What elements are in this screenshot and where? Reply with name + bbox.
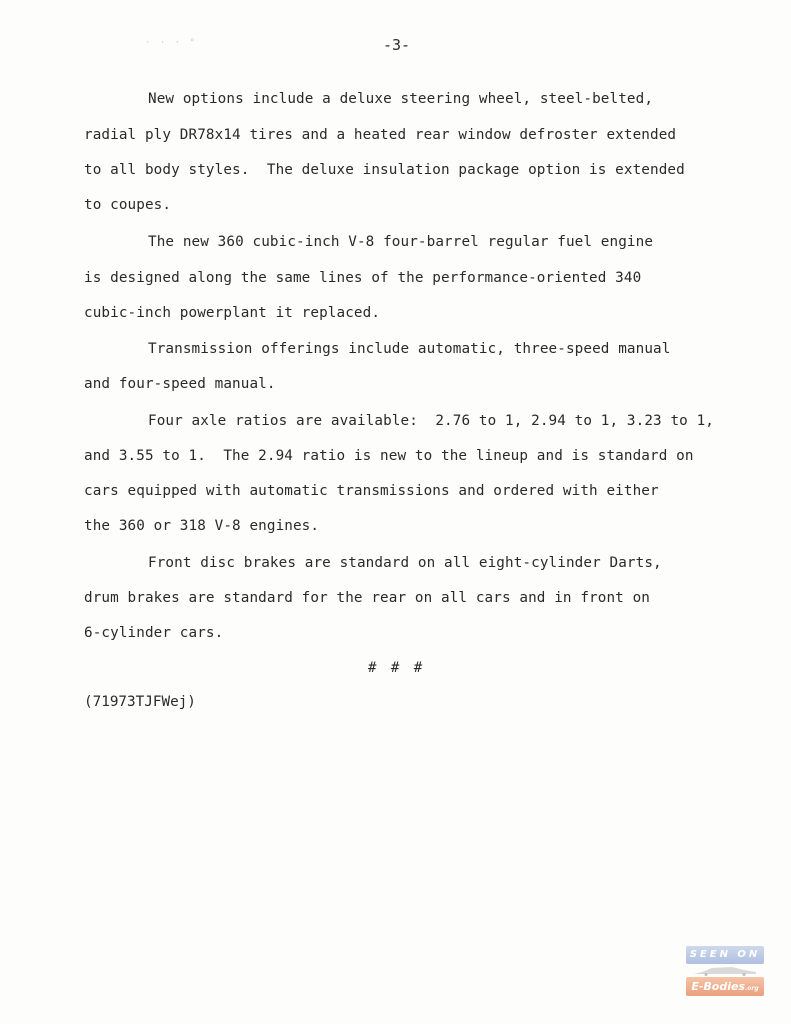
paragraph-1-line-2: radial ply DR78x14 tires and a heated rear window defroster extended [84, 127, 677, 143]
paragraph-2-line-2: is designed along the same lines of the performance-oriented 340 [84, 270, 642, 286]
car-silhouette-icon [692, 966, 758, 976]
watermark-top-text: SEEN ON [686, 946, 764, 964]
reference-code: (71973TJFWej) [84, 694, 196, 710]
watermark-bottom-text [686, 977, 764, 996]
paragraph-4-line-2: and 3.55 to 1. The 2.94 ratio is new to the lineup and is standard on [84, 448, 694, 464]
paragraph-4-line-1: Four axle ratios are available: 2.76 to 1, 2.94 to 1, 3.23 to 1, [148, 413, 714, 429]
paragraph-1-line-1: New options include a deluxe steering wheel, steel-belted, [148, 91, 654, 107]
paragraph-5-line-1: Front disc brakes are standard on all eight-cylinder Darts, [148, 555, 662, 571]
paragraph-1-line-4: to coupes. [84, 197, 172, 213]
paragraph-5-line-3: 6-cylinder cars. [84, 625, 224, 641]
paragraph-3-line-1: Transmission offerings include automatic, three-speed manual [148, 341, 671, 357]
paragraph-4-line-4: the 360 or 318 V-8 engines. [84, 518, 320, 534]
paragraph-4-line-3: cars equipped with automatic transmissions and ordered with either [84, 483, 659, 499]
scan-smudge: · · · ° [145, 38, 197, 48]
page-number: -3- [383, 36, 411, 54]
paragraph-1-line-3: to all body styles. The deluxe insulation package option is extended [84, 162, 685, 178]
paragraph-2-line-3: cubic-inch powerplant it replaced. [84, 305, 381, 321]
end-mark: # # # [368, 660, 426, 676]
watermark-logo [686, 946, 764, 996]
watermark-site-suffix: .org [745, 985, 759, 992]
paragraph-3-line-2: and four-speed manual. [84, 376, 276, 392]
watermark-site-name: E-Bodies [691, 980, 746, 993]
paragraph-2-line-1: The new 360 cubic-inch V-8 four-barrel regular fuel engine [148, 234, 654, 250]
paragraph-5-line-2: drum brakes are standard for the rear on all cars and in front on [84, 590, 650, 606]
